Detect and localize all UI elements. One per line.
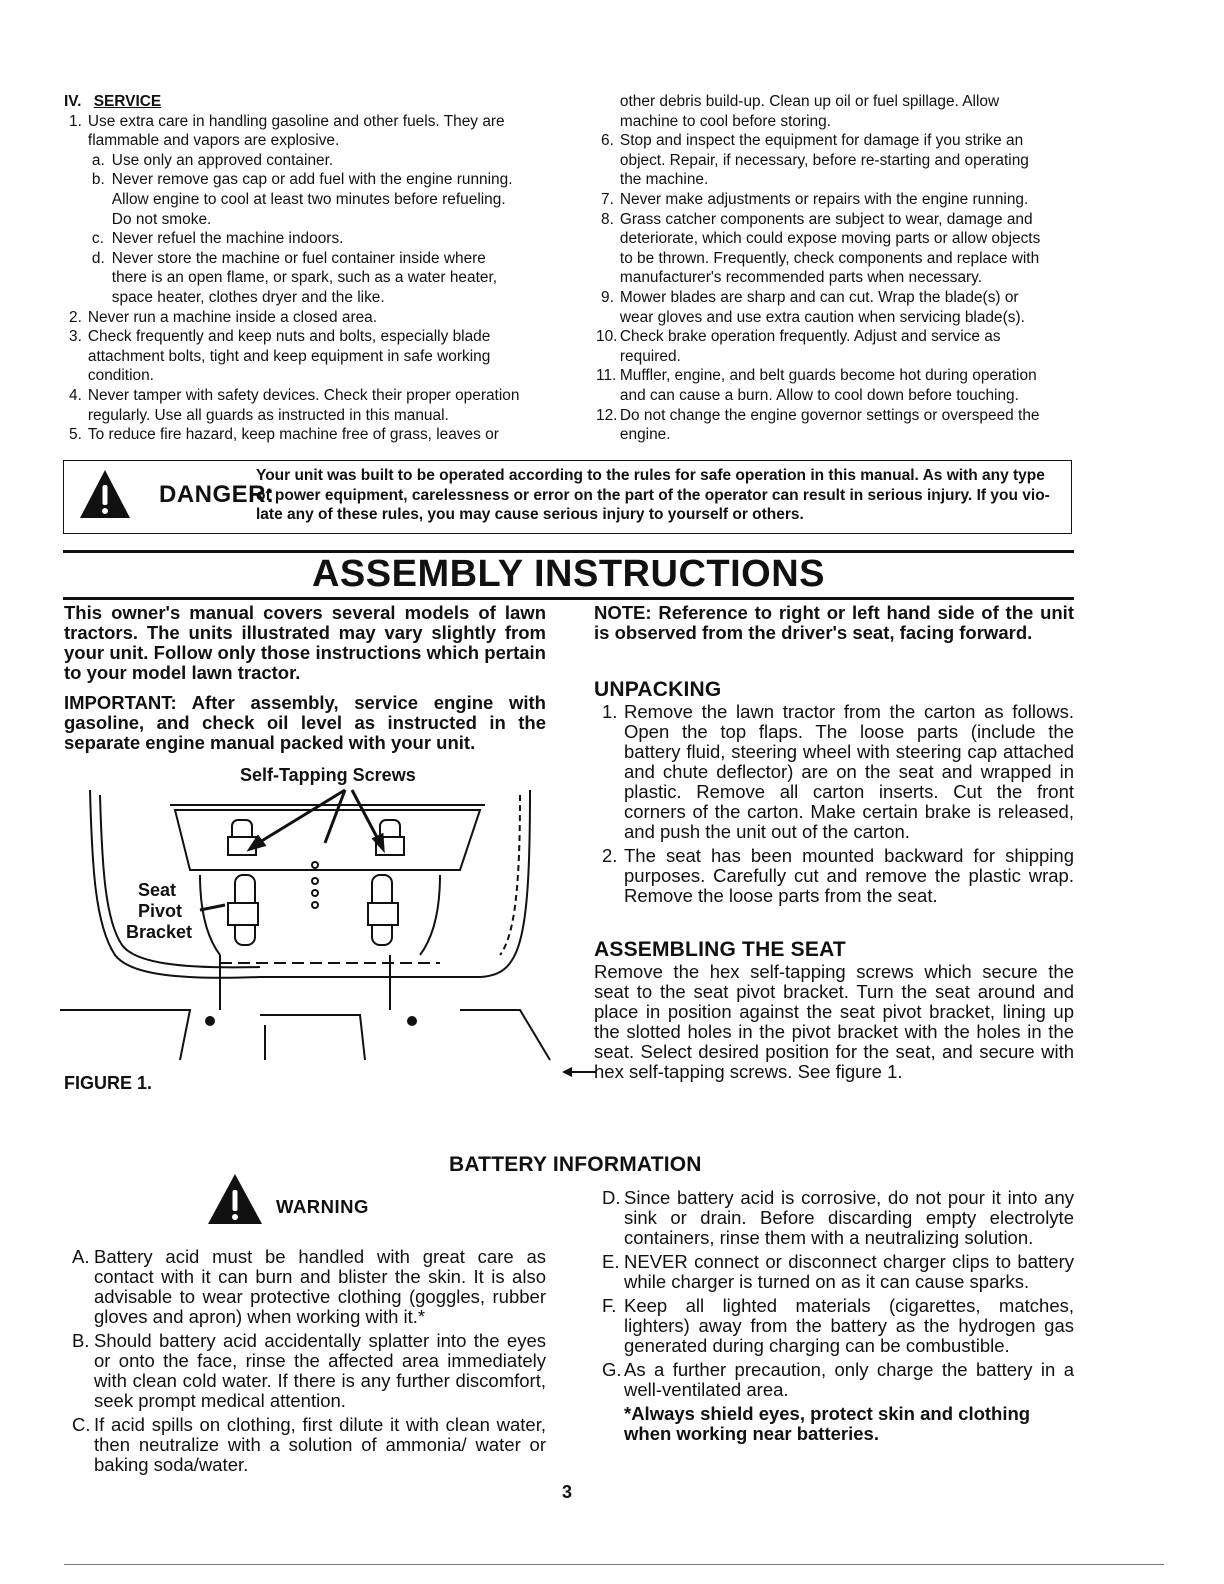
list-item [594,1252,1074,1292]
assembling-seat-text: Remove the hex self-tapping screws which secure the seat to the seat pivot bracket. Turn the seat around and place in position against the seat pivot bracket, lining up the slotted holes in the pivot bracket with the holes in the seat. Select desired position for the seat, and secure with hex self-tapping screws. See figure 1. [594,961,1074,1082]
service-item-line: the machine. [619,171,709,189]
list-item [594,1188,1074,1248]
battery-heading: BATTERY INFORMATION [449,1153,702,1176]
service-item-number: 7. [601,190,614,208]
service-subitem-letter: d. [91,249,105,267]
danger-triangle-icon [78,468,132,520]
service-list-left [64,112,542,445]
service-item [596,190,1074,210]
list-item [594,1296,1074,1356]
service-item-line: To reduce fire hazard, keep machine free of grass, leaves or [87,426,499,444]
service-item [596,327,1074,366]
service-item [596,131,1074,190]
service-subitem [88,151,542,171]
list-item-text: If acid spills on clothing, first dilute it with clean water, then neutralize with a solution of ammonia/ water or baking soda/water. [94,1414,546,1475]
service-item [596,366,1074,405]
list-item-text: Battery acid must be handled with great care as contact with it can burn and blister the skin. It is also advisable to wear protective clothing (goggles, rubber gloves and apron) when working with it.* [94,1246,546,1327]
service-subitem-line: Never remove gas cap or add fuel with the engine running. [111,171,513,189]
service-item-number: 10. [596,328,618,346]
list-item-text: Should battery acid accidentally splatter into the eyes or onto the face, rinse the affected area immediately with clean cold water. If there is any further discomfort, seek prompt medical attention. [94,1330,546,1411]
service-item [64,308,542,328]
figure-1-caption: FIGURE 1. [64,1073,153,1093]
list-item-number: 2. [602,845,618,866]
service-heading-number: IV. [64,93,82,110]
service-subitem [88,170,542,229]
service-item [64,327,542,386]
service-subitem-line: Use only an approved container. [111,151,334,169]
figure-label-pivot: Pivot [138,901,183,921]
service-item-number: 12. [596,406,618,424]
list-item-text: Remove the lawn tractor from the carton as follows. Open the top flaps. The loose parts (include the battery fluid, steering wheel with steering cap attached and chute deflector) are on the seat and wrapped in plastic. Remove all carton inserts. Cut the front corners of the carton. Make certain brake is released, and push the unit out of the carton. [624,701,1074,842]
unpacking-list [594,702,1074,906]
service-item-line: Check brake operation frequently. Adjust and service as [619,328,1001,346]
danger-text-line: Your unit was built to be operated according to the rules for safe operation in this manual. As with any type [256,467,1045,484]
service-heading-label: SERVICE [93,93,162,110]
list-item [64,1415,546,1475]
service-item-line: Check frequently and keep nuts and bolts, especially blade [87,328,491,346]
list-item-number: D. [602,1187,621,1208]
service-subitem-line: Never refuel the machine indoors. [111,230,344,248]
service-item [596,406,1074,445]
service-item-number: 2. [69,308,82,326]
list-item-text: As a further precaution, only charge the battery in a well-ventilated area. [624,1359,1074,1400]
service-item-line: Mower blades are sharp and can cut. Wrap the blade(s) or [619,288,1019,306]
service-subitem-line: there is an open flame, or spark, such as a water heater, [111,269,498,287]
warning-label: WARNING [276,1196,369,1217]
list-item [64,1247,546,1327]
service-item-line: required. [619,347,681,365]
service-item-line: Use extra care in handling gasoline and other fuels. They are [87,112,505,130]
service-list-right [596,92,1074,445]
service-item-line: Never run a machine inside a closed area. [87,308,378,326]
title-bottom-rule [63,597,1074,600]
warning-triangle-icon [206,1172,264,1226]
service-item-number: 8. [601,210,614,228]
service-item-line: Grass catcher components are subject to wear, damage and [619,210,1033,228]
assembly-title: ASSEMBLY INSTRUCTIONS [311,553,826,595]
danger-text-line: late any of these rules, you may cause serious injury to yourself or others. [256,506,804,523]
battery-callout: *Always shield eyes, protect skin and clothing when working near batteries. [594,1404,1074,1444]
battery-list-left [64,1247,546,1475]
service-item-line: regularly. Use all guards as instructed in this manual. [87,406,449,424]
service-item-number: 4. [69,386,82,404]
service-item-line: engine. [619,426,671,444]
service-item [596,288,1074,327]
service-subitem-letter: c. [91,230,104,248]
list-item [594,846,1074,906]
service-item-line: other debris build-up. Clean up oil or fuel spillage. Allow [619,93,1000,110]
service-item-line: to be thrown. Frequently, check components and replace with [619,249,1040,267]
figure-1-label-bracket: Bracket [126,922,193,942]
service-item [596,92,1074,131]
battery-left-column [64,1247,546,1479]
danger-label: DANGER: [159,481,275,508]
list-item-text: NEVER connect or disconnect charger clips to battery while charger is turned on as it can cause sparks. [624,1251,1074,1292]
service-item-line: object. Repair, if necessary, before re-starting and operating [619,151,1029,169]
list-item-text: The seat has been mounted backward for shipping purposes. Carefully cut and remove the plastic wrap. Remove the loose parts from the seat. [624,845,1074,906]
list-item-number: F. [602,1295,617,1316]
service-left-column [64,92,542,445]
service-item-line: Muffler, engine, and belt guards become hot during operation [619,367,1037,385]
service-subitem-line: Never store the machine or fuel container inside where [111,249,486,267]
service-item-line: condition. [87,367,154,385]
service-item-line: deteriorate, which could expose moving parts or allow objects [619,230,1041,248]
service-item-line: and can cause a burn. Allow to cool down before touching. [619,386,1019,404]
important-paragraph: IMPORTANT: After assembly, service engine with gasoline, and check oil level as instructed in the separate engine manual packed with your unit. [64,692,546,753]
assembling-seat-heading: ASSEMBLING THE SEAT [594,938,846,961]
unpacking-heading: UNPACKING [594,678,722,701]
service-item [64,425,542,445]
service-item-number: 11. [596,367,617,385]
battery-right-column [594,1188,1074,1444]
bottom-scan-line [64,1564,1164,1565]
service-item-number: 3. [69,328,82,346]
service-item-line: attachment bolts, tight and keep equipment in safe working [87,347,491,365]
service-item-number: 9. [601,288,614,306]
pointer-arrow-icon [562,1066,598,1078]
service-item-line: Do not change the engine governor settings or overspeed the [619,406,1040,424]
service-subitem-line: Do not smoke. [111,210,212,228]
list-item-number: 1. [602,701,618,722]
list-item [64,1331,546,1411]
service-item [64,386,542,425]
service-subitem [88,229,542,249]
list-item [594,702,1074,842]
note-paragraph: NOTE: Reference to right or left hand side of the unit is observed from the driver's seat, facing forward. [594,602,1074,643]
service-item [64,112,542,308]
list-item-number: G. [602,1359,622,1380]
service-item-line: Never tamper with safety devices. Check their proper operation [87,386,520,404]
figure-1-label-screws: Self-Tapping Screws [240,765,416,785]
service-item-number: 6. [601,132,614,150]
figure-1-label-seat [136,880,184,922]
page-number: 3 [562,1482,573,1502]
service-item-line: manufacturer's recommended parts when necessary. [619,269,983,287]
service-right-column [596,92,1074,445]
service-item-line: machine to cool before storing. [619,112,831,130]
service-subitem-line: space heater, clothes dryer and the like. [111,288,385,306]
list-item-text: Keep all lighted materials (cigarettes, matches, lighters) away from the battery as the hydrogen gas generated during charging can be combustible. [624,1295,1074,1356]
list-item-number: E. [602,1251,620,1272]
battery-list-right [594,1188,1074,1400]
service-item-line: flammable and vapors are explosive. [87,132,340,150]
figure-label-seat: Seat [138,880,177,900]
service-item [596,210,1074,288]
service-item-line: wear gloves and use extra caution when servicing blade(s). [619,308,1025,326]
service-item-line: Never make adjustments or repairs with the engine running. [619,190,1029,208]
list-item-number: A. [72,1246,90,1267]
list-item-number: C. [72,1414,91,1435]
service-heading [64,92,542,112]
list-item-number: B. [72,1330,90,1351]
list-item-text: Since battery acid is corrosive, do not pour it into any sink or drain. Before discarding empty electrolyte containers, rinse them with a neutralizing solution. [624,1187,1074,1248]
service-item-line: Stop and inspect the equipment for damage if you strike an [619,132,1024,150]
danger-text-line: of power equipment, carelessness or error on the part of the operator can result in serious injury. If you vio- [256,486,1050,504]
service-item-number: 1. [69,112,82,130]
list-item [594,1360,1074,1400]
service-subitem-line: Allow engine to cool at least two minutes before refueling. [111,190,506,208]
service-subitem-letter: a. [91,151,105,169]
danger-text [256,466,1066,525]
service-subitem [88,249,542,308]
unpacking-list-wrap [594,702,1074,910]
danger-box [63,460,1072,534]
intro-paragraph: This owner's manual covers several models of lawn tractors. The units illustrated may vary slightly from your unit. Follow only those instructions which pertain to your model lawn tractor. [64,602,546,683]
service-subitem-letter: b. [91,171,105,189]
service-item-number: 5. [69,426,82,444]
